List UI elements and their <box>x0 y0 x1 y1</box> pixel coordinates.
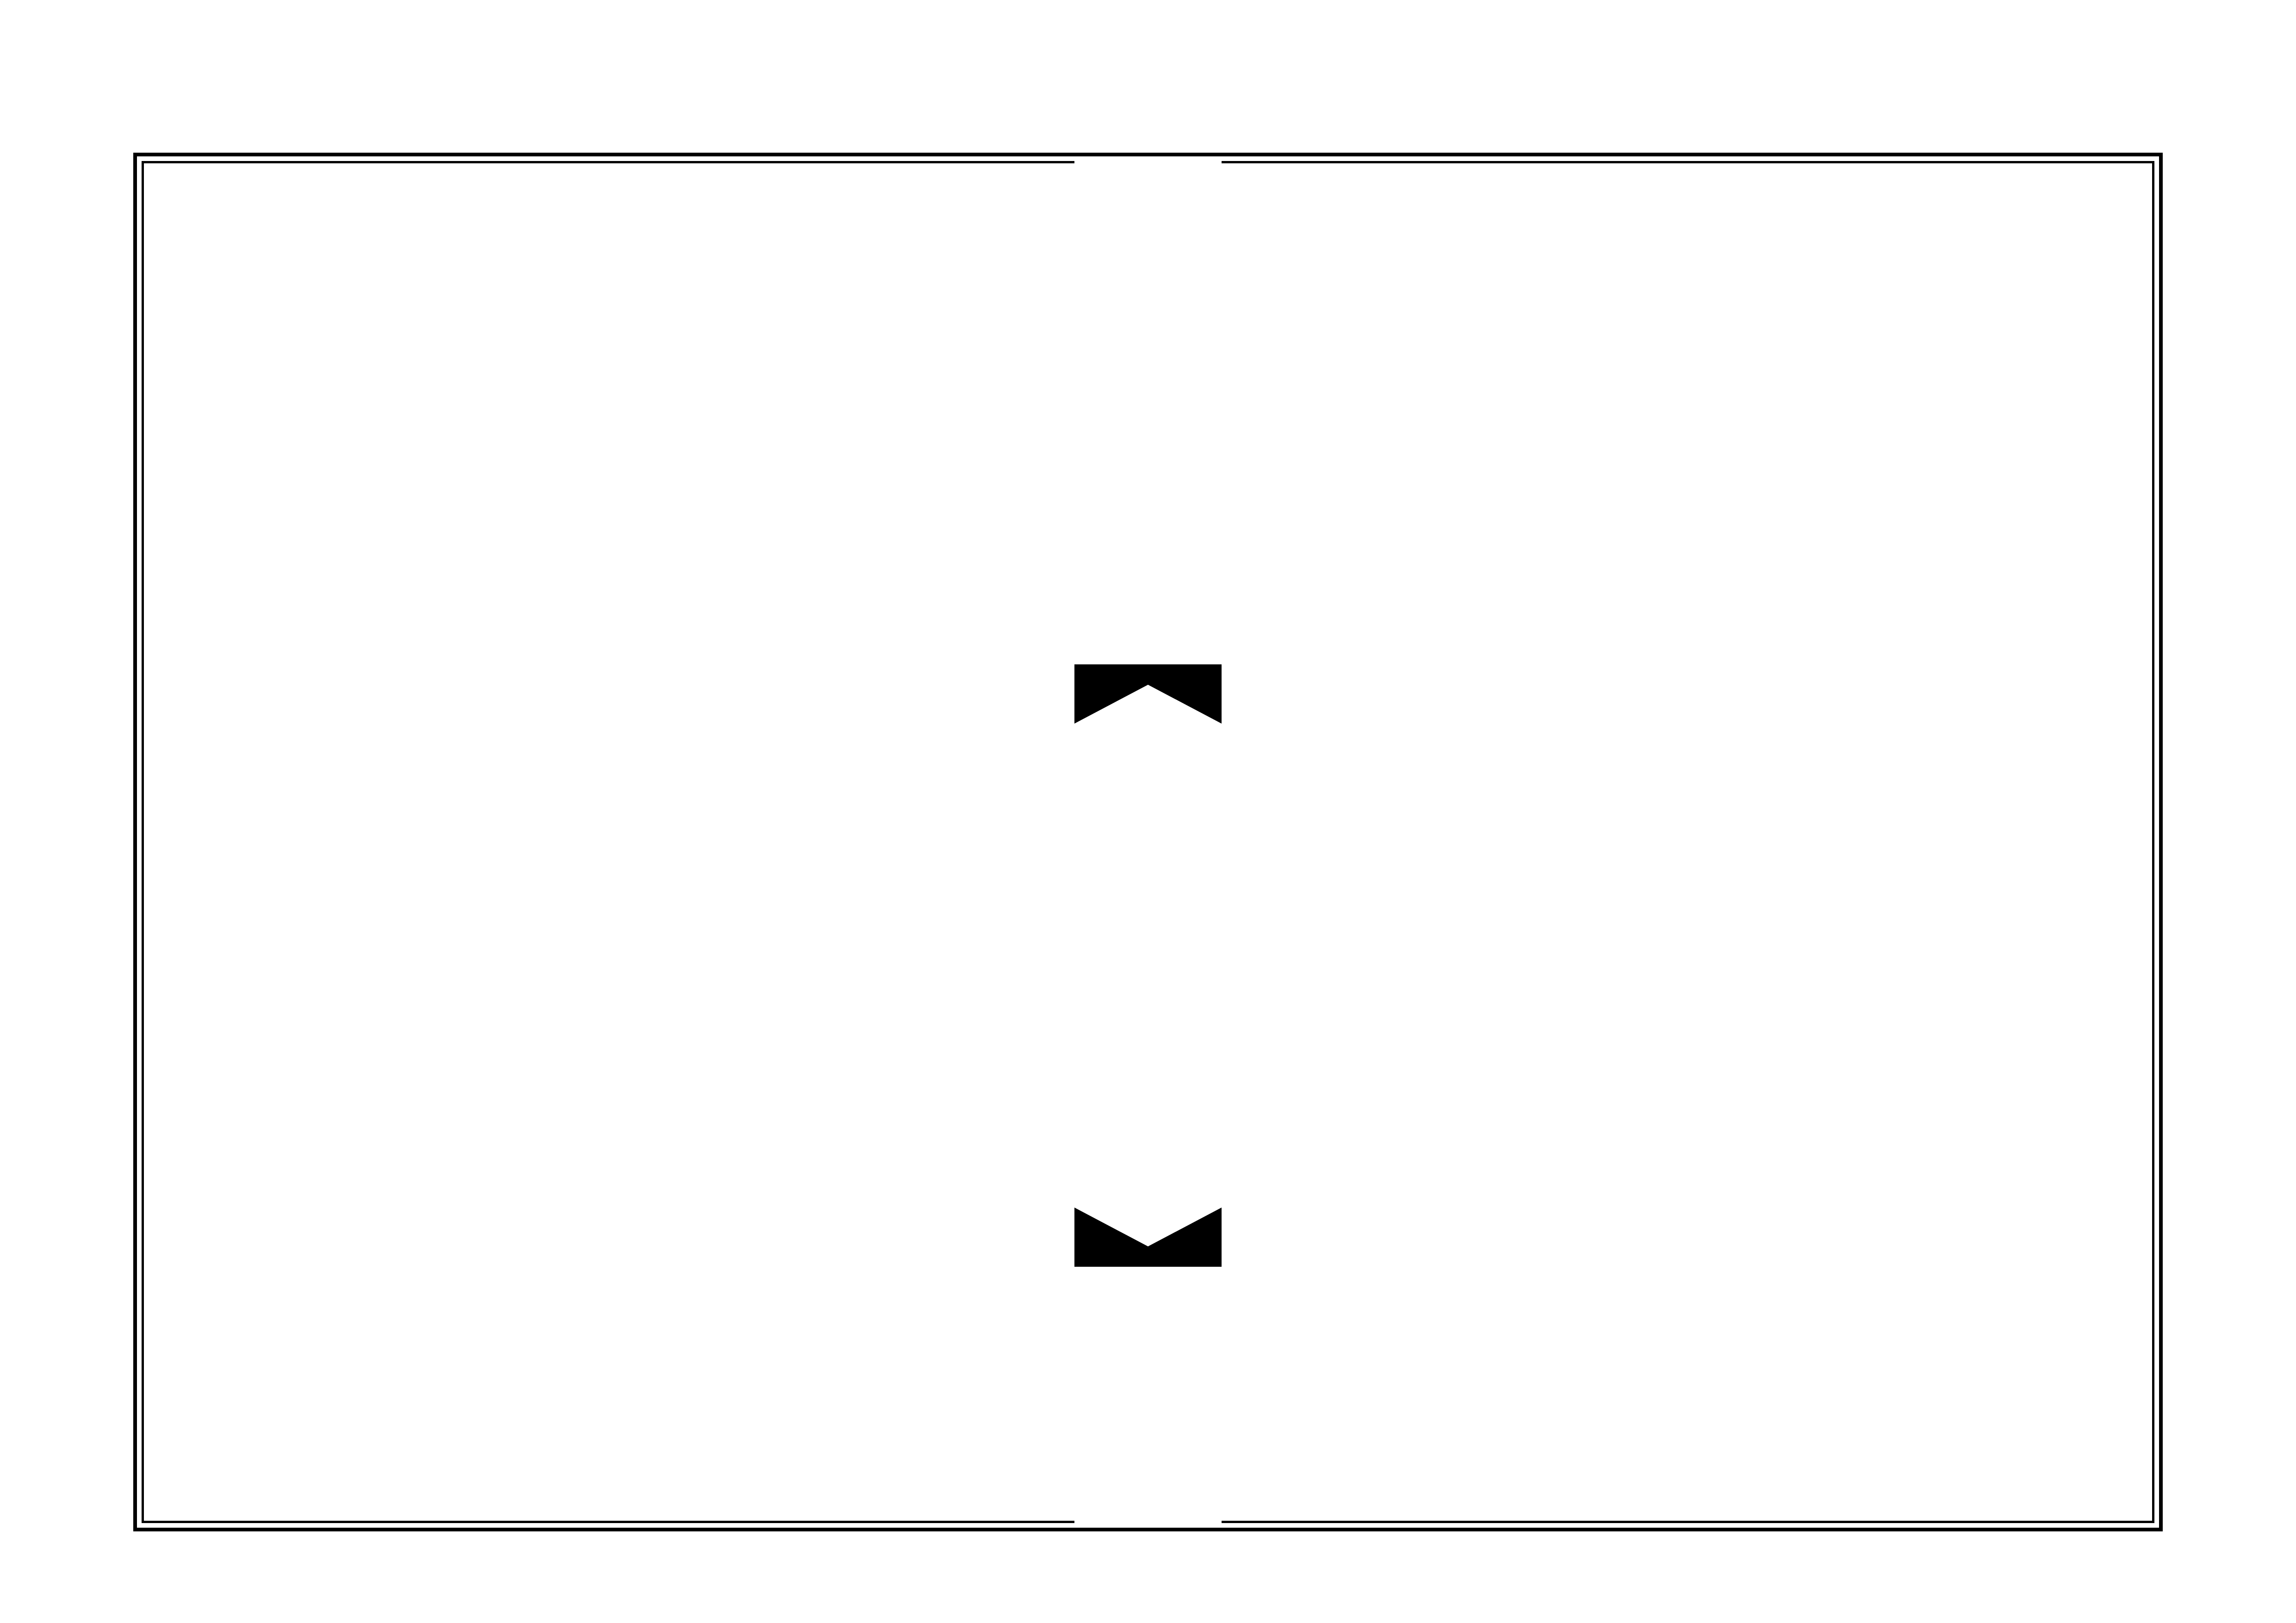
top-ribbon-icon <box>1074 664 1222 724</box>
bottom-ribbon-icon <box>1074 1208 1222 1267</box>
center-spine <box>1074 161 1222 1523</box>
